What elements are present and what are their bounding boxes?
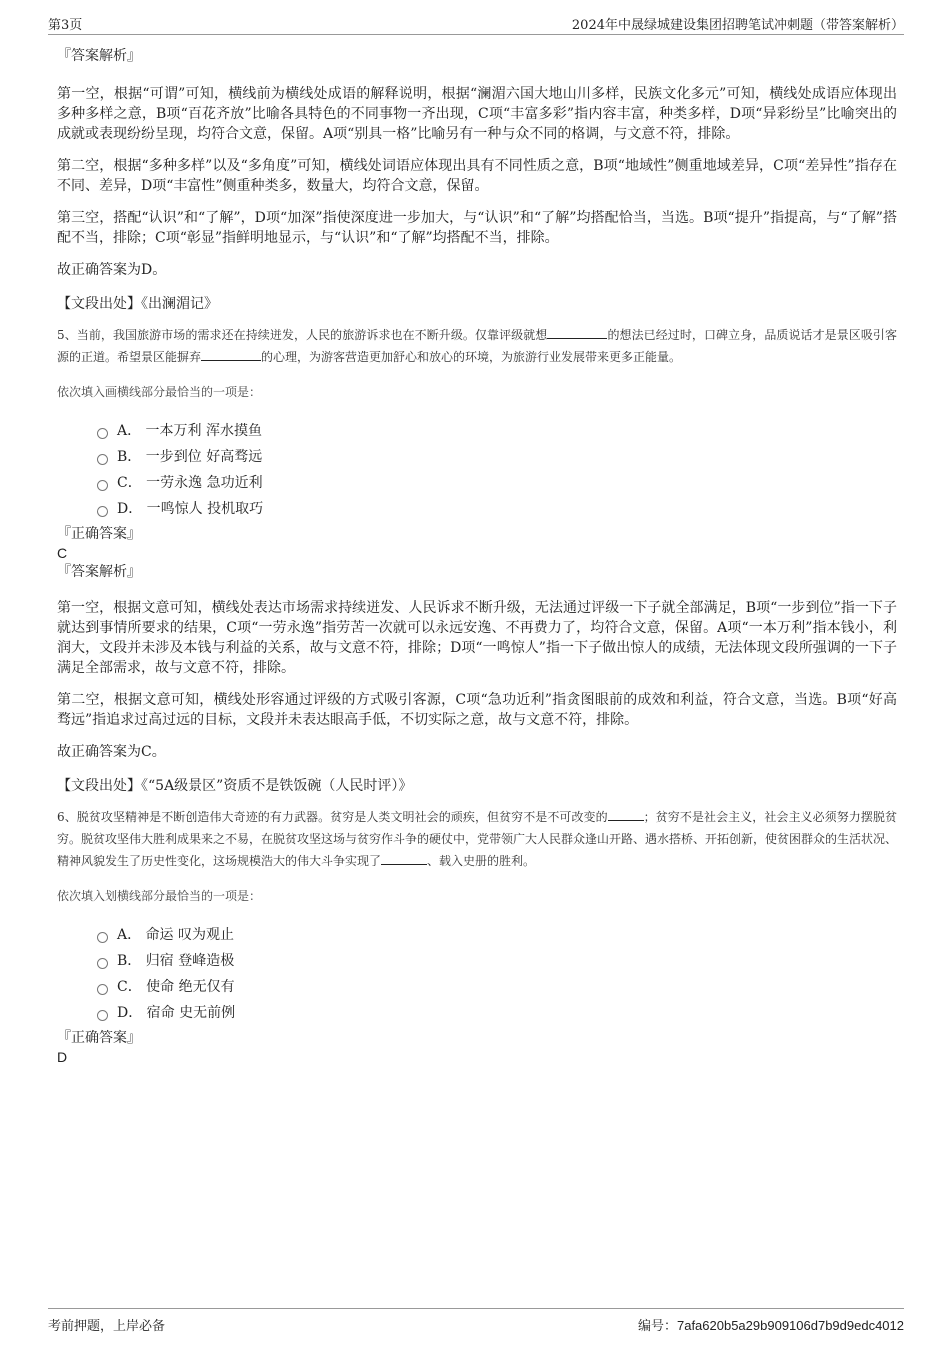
footer-code-label: 编号： [637,1319,677,1334]
page-content [57,44,897,1066]
footer-code [638,1315,904,1334]
q5-correct-answer: C [57,545,68,561]
radio-icon[interactable] [97,480,108,491]
q4-analysis-para-2: 第二空，根据“多种多样”以及“多角度”可知，横线处词语应体现出具有不同性质之意，B项“地域性”侧重地域差异，C项“差异性”指存在不同、差异，D项“丰富性”侧重种类多，数量大，均符合文意，保留。 [57,158,897,194]
q6-blank-2 [381,851,427,865]
radio-icon[interactable] [97,932,108,943]
footer-slogan: 考前押题，上岸必备 [48,1319,166,1334]
q5-option-c-label: C． 一劳永逸 急功近利 [117,475,263,491]
footer-code-value: 7afa620b5a29b909106d7b9d9edc4012 [676,1318,904,1333]
q6-option-c[interactable] [97,974,897,1000]
q5-prompt: 依次填入画横线部分最恰当的一项是： [57,385,262,399]
q6-option-a-label: A． 命运 叹为观止 [117,927,235,943]
radio-icon[interactable] [97,984,108,995]
q5-stem [57,324,897,368]
q5-stem-part-3: 的心理，为游客营造更加舒心和放心的环境，为旅游行业发展带来更多正能量。 [261,350,682,364]
q5-blank-2 [201,347,261,361]
q6-options [57,922,897,1026]
page-header [48,14,904,35]
radio-icon[interactable] [97,454,108,465]
q5-correct-label: 『正确答案』 [57,526,141,542]
q4-source: 【文段出处】《出澜湄记》 [57,296,218,312]
q6-option-c-label: C． 使命 绝无仅有 [117,979,235,995]
q4-analysis-para-1: 第一空，根据“可谓”可知，横线前为横线处成语的解释说明，根据“澜湄六国大地山川多样，民族文化多元”可知，横线处成语应体现出多种多样之意，B项“百花齐放”比喻各具特色的不同事物一齐出现，C项“丰富多彩”指内容丰富，种类多样，D项“异彩纷呈”比喻突出的成就或表现纷纷呈现，均符合文意，保留。A项“别具一格”比喻另有一种与众不同的格调，与文意不符，排除。 [57,86,897,142]
q5-option-b[interactable] [97,444,897,470]
q6-stem [57,806,897,872]
page-footer [48,1308,904,1337]
q5-stem-part-2: 的想法已经过时，口碑立身，品质说话才是景区吸引客源的正道。希望景区能摒弃 [57,328,897,364]
q4-analysis-para-3: 第三空，搭配“认识”和“了解”，D项“加深”指使深度进一步加大，与“认识”和“了解”均搭配恰当，当选。B项“提升”指提高，与“了解”搭配不当，排除；C项“彰显”指鲜明地显示，与“认识”和“了解”均搭配不当，排除。 [57,210,897,246]
q5-option-b-label: B． 一步到位 好高骛远 [117,449,263,465]
q5-analysis-label: 『答案解析』 [57,564,141,580]
q5-option-d[interactable] [97,496,897,522]
q5-blank-1 [547,325,607,339]
q6-option-a[interactable] [97,922,897,948]
q5-option-a[interactable] [97,418,897,444]
q6-option-d-label: D． 宿命 史无前例 [117,1005,236,1021]
q5-analysis-para-2: 第二空，根据文意可知，横线处形容通过评级的方式吸引客源，C项“急功近利”指贪图眼前的成效和利益，符合文意，当选。B项“好高骛远”指追求过高过远的目标，文段并未表达眼高手低，不切实际之意，故与文意不符，排除。 [57,692,897,728]
q6-stem-part-2: ；贫穷不是社会主义，社会主义必须努力摆脱贫穷。脱贫攻坚伟大胜利成果来之不易，在脱贫攻坚这场与贫穷作斗争的硬仗中，党带领广大人民群众逢山开路、遇水搭桥、开拓创新，使贫困群众的生活状况、精神风貌发生了历史性变化，这场规模浩大的伟大斗争实现了 [57,810,898,868]
q4-analysis-label: 『答案解析』 [57,48,141,64]
q5-option-a-label: A． 一本万利 浑水摸鱼 [117,423,263,439]
radio-icon[interactable] [97,1010,108,1021]
q5-option-d-label: D． 一鸣惊人 投机取巧 [117,501,264,517]
radio-icon[interactable] [97,506,108,517]
q6-prompt: 依次填入划横线部分最恰当的一项是： [57,889,262,903]
q6-option-d[interactable] [97,1000,897,1026]
page-number: 第3页 [48,18,83,33]
q5-options [57,418,897,522]
q4-conclusion: 故正确答案为D。 [57,262,167,278]
q6-correct-answer: D [57,1049,68,1065]
q6-correct-label: 『正确答案』 [57,1030,141,1046]
radio-icon[interactable] [97,428,108,439]
q5-source: 【文段出处】《“5A级景区”资质不是铁饭碗（人民时评）》 [57,778,413,794]
q5-option-c[interactable] [97,470,897,496]
q5-analysis-para-1: 第一空，根据文意可知，横线处表达市场需求持续迸发、人民诉求不断升级，无法通过评级一下子就全部满足，B项“一步到位”指一下子就达到事情所要求的结果，C项“一劳永逸”指劳苦一次就可以永远安逸、不再费力了，均符合文意，保留。A项“一本万利”指本钱小，利润大，文段并未涉及本钱与利益的关系，故与文意不符，排除；D项“一鸣惊人”指一下子做出惊人的成绩，无法体现文段所强调的一下子满足全部需求，故与文意不符，排除。 [57,600,897,676]
document-title: 2024年中晟绿城建设集团招聘笔试冲刺题（带答案解析） [571,18,904,33]
radio-icon[interactable] [97,958,108,969]
q5-conclusion: 故正确答案为C。 [57,744,166,760]
q6-stem-part-3: 、载入史册的胜利。 [427,854,536,868]
q6-stem-part-1: 6、脱贫攻坚精神是不断创造伟大奇迹的有力武器。贫穷是人类文明社会的顽疾，但贫穷不是不可改变的 [57,810,608,824]
q6-option-b[interactable] [97,948,897,974]
q5-stem-part-1: 5、当前，我国旅游市场的需求还在持续迸发，人民的旅游诉求也在不断升级。仅靠评级就想 [57,328,548,342]
q6-option-b-label: B． 归宿 登峰造极 [117,953,235,969]
q6-blank-1 [608,807,644,821]
